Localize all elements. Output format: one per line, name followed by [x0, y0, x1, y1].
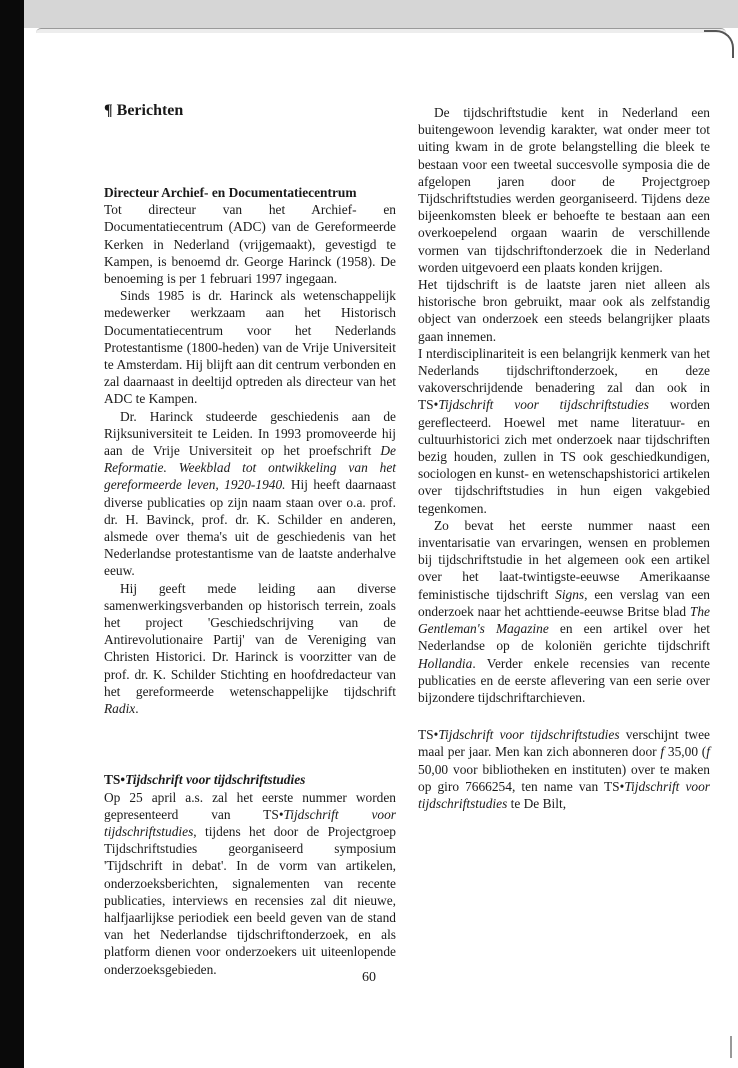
scan-top-edge — [24, 0, 738, 28]
article2-paragraph-5: Zo bevat het eerste nummer naast een inventarisatie van ervaringen, wensen en problemen bij tijdschriftstudie in het algemeen ook een artikel over het laat-twintigste-eeuwse Amerikaanse feministische tijdschrift Signs, een verslag van een onderzoek naar het achttiende-eeuwse Britse blad The Gentleman's Magazine en een artikel over het Nederlandse op de koloniën gerichte tijdschrift Hollandia. Verder enkele recensies van recente publicaties en de eerste aflevering van een serie over bijzondere tijdschriftarchieven. — [418, 517, 710, 705]
right-column — [418, 104, 710, 812]
article-heading-ts: TS•Tijdschrift voor tijdschriftstudies — [104, 772, 306, 788]
article1-paragraph-2: Sinds 1985 is dr. Harinck als wetenschappelijk medewerker werkzaam aan het Historisch Documentatiecentrum voor het Nederlands Protestantisme (1800-heden) van de Vrije Universiteit te Amsterdam. Hij blijft aan dit centrum verbonden en zal daarnaast in deeltijd optreden als directeur van het ADC te Kampen. — [104, 288, 396, 407]
article2-paragraph-1: Op 25 april a.s. zal het eerste nummer worden gepresenteerd van TS•Tijdschrift voor tijdschriftstudies, tijdens het door de Projectgroep Tijdschriftstudies georganiseerd symposium 'Tijdschrift in debat'. In de vorm van artikelen, onderzoeksberichten, signalementen van recente publicaties, interviews en recensies zal dit nieuwe, halfjaarlijkse periodiek een beeld geven van de stand van het Nederlandse tijdschriftonderzoek, en als platform dienen voor onderzoekers uit uiteenlopende onderzoeksgebieden. — [104, 789, 397, 977]
section-title-text: Berichten — [116, 102, 184, 119]
page-top-curl — [36, 28, 726, 33]
article1-paragraph-3: Dr. Harinck studeerde geschiedenis aan de Rijksuniversiteit te Leiden. In 1993 promoveerde hij aan de Vrije Universiteit op het proefschrift De Reformatie. Weekblad tot ontwikkeling van het gereformeerde leven, 1920-1940. Hij heeft daarnaast diverse publicaties op zijn naam staan over o.a. prof. dr. H. Bavinck, prof. dr. K. Schilder en anderen, alsmede over thema's uit de geschiedenis van het Nederlandse protestantisme van de laatste anderhalve eeuw. — [104, 408, 396, 579]
spacer — [418, 706, 710, 726]
scan-left-edge — [0, 0, 24, 1068]
left-column — [104, 100, 396, 978]
article2-paragraph-2: De tijdschriftstudie kent in Nederland een buitengewoon levendig karakter, wat onder meer tot uiting kwam in de grote belangstelling die bleek te bestaan voor een tweetal succesvolle symposia die de afgelopen jaren door de Projectgroep Tijdschriftstudies werden georganiseerd. Tijdens deze bijeenkomsten bleek er behoefte te bestaan aan een overkoepelend orgaan waarin de verschillende vormen van tijdschriftonderzoek die in Nederland worden uitgevoerd een plaats konden krijgen. — [418, 105, 710, 275]
pilcrow-icon: ¶ — [104, 102, 113, 119]
spacer — [104, 717, 396, 771]
section-title — [104, 100, 396, 122]
page-number: 60 — [362, 970, 376, 985]
article2-paragraph-4: I nterdisciplinariteit is een belangrijk kenmerk van het Nederlands tijdschriftonderzoek, en deze vakoverschrijdende benadering zal dan ook in TS•Tijdschrift voor tijdschriftstudies worden gereflecteerd. Hoewel met name literatuur- en cultuurhistorici zich met onderzoek naar tijdschriften bezig houden, zullen in TS ook geschiedkundigen, sociologen en kunst- en wetenschapshistorici artikelen over tijdschriftstudies in hun eigen vakgebied tegenkomen. — [418, 345, 710, 516]
article1-paragraph-1: Tot directeur van het Archief- en Documentatiecentrum (ADC) van de Gereformeerde Kerken in Nederland (vrijgemaakt), gevestigd te Kampen, is benoemd dr. George Harinck (1958). De benoeming is per 1 februari 1997 ingegaan. — [104, 202, 396, 287]
article-heading-directeur: Directeur Archief- en Documentatiecentrum — [104, 185, 357, 200]
journal-title-radix: Radix — [104, 701, 136, 717]
dissertation-title: De Reformatie. Weekblad tot ontwikkeling van het gereformeerde leven, 1920-1940. — [104, 443, 396, 493]
article2-paragraph-6: TS•Tijdschrift voor tijdschriftstudies verschijnt twee maal per jaar. Men kan zich abonneren door f 35,00 (f 50,00 voor bibliotheken en instituten) over te maken op giro 7666254, ten name van TS•Tijdschrift voor tijdschriftstudies te De Bilt, — [418, 727, 710, 811]
article2-paragraph-3: Het tijdschrift is de laatste jaren niet alleen als historische bron gebruikt, maar ook als zelfstandig object van onderzoek een steeds belangrijker plaats gaan innemen. — [418, 277, 710, 344]
article1-paragraph-4: Hij geeft mede leiding aan diverse samenwerkingsverbanden op historisch terrein, zoals het project 'Geschiedschrijving van de Antirevolutionaire Partij' van de Vereniging van Christen Historici. Dr. Harinck is voorzitter van de prof. dr. K. Schilder Stichting en hoofdredacteur van het gereformeerde wetenschappelijke tijdschrift Radix. — [104, 580, 396, 717]
page-corner-fold — [704, 30, 734, 58]
scan-right-mark — [730, 1036, 732, 1058]
